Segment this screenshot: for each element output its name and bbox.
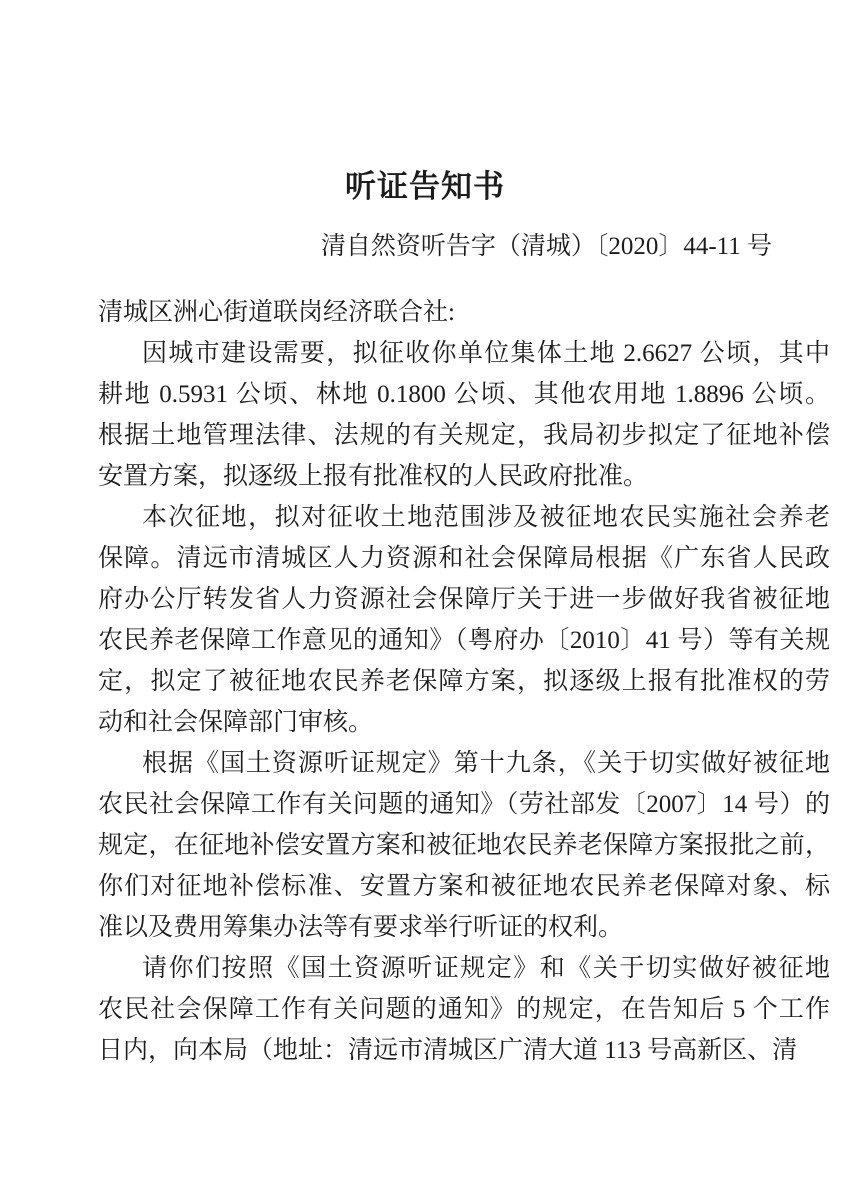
body-line: 定，拟定了被征地农民养老保障方案，拟逐级上报有批准权的劳: [98, 668, 830, 695]
body-line: 请你们按照《国土资源听证规定》和《关于切实做好被征地: [142, 955, 830, 982]
body-line: 规定，在征地补偿安置方案和被征地农民养老保障方案报批之前，: [98, 832, 830, 859]
body-line: 保障。清远市清城区人力资源和社会保障局根据《广东省人民政: [98, 545, 830, 572]
body-line: 本次征地，拟对征收土地范围涉及被征地农民实施社会养老: [142, 504, 830, 531]
document-title: 听证告知书: [345, 169, 505, 204]
body-line: 动和社会保障部门审核。: [98, 709, 374, 736]
body-line: 根据土地管理法律、法规的有关规定，我局初步拟定了征地补偿: [98, 422, 830, 449]
body-line: 你们对征地补偿标准、安置方案和被征地农民养老保障对象、标: [98, 873, 830, 900]
body-line: 农民社会保障工作有关问题的通知》（劳社部发〔2007〕14 号）的: [98, 791, 830, 818]
body-line: 安置方案，拟逐级上报有批准权的人民政府批准。: [98, 463, 649, 490]
body-line: 耕地 0.5931 公顷、林地 0.1800 公顷、其他农用地 1.8896 公顷。: [98, 381, 830, 408]
body-line: 准以及费用筹集办法等有要求举行听证的权利。: [98, 914, 624, 941]
body-line: 根据《国土资源听证规定》第十九条，《关于切实做好被征地: [142, 750, 830, 777]
body-line: 农民社会保障工作有关问题的通知》的规定，在告知后 5 个工作: [98, 996, 830, 1023]
body-line: 清城区洲心街道联岗经济联合社:: [98, 299, 455, 326]
document-number: 清自然资听告字（清城）〔2020〕44-11 号: [320, 233, 772, 260]
body-line: 日内，向本局（地址：清远市清城区广清大道 113 号高新区、清: [98, 1037, 798, 1064]
body-line: 农民养老保障工作意见的通知》（粤府办〔2010〕41 号）等有关规: [98, 627, 830, 654]
body-line: 府办公厅转发省人力资源社会保障厅关于进一步做好我省被征地: [98, 586, 830, 613]
document-body: [98, 292, 830, 1071]
body-line: 因城市建设需要，拟征收你单位集体土地 2.6627 公顷，其中: [142, 340, 830, 367]
